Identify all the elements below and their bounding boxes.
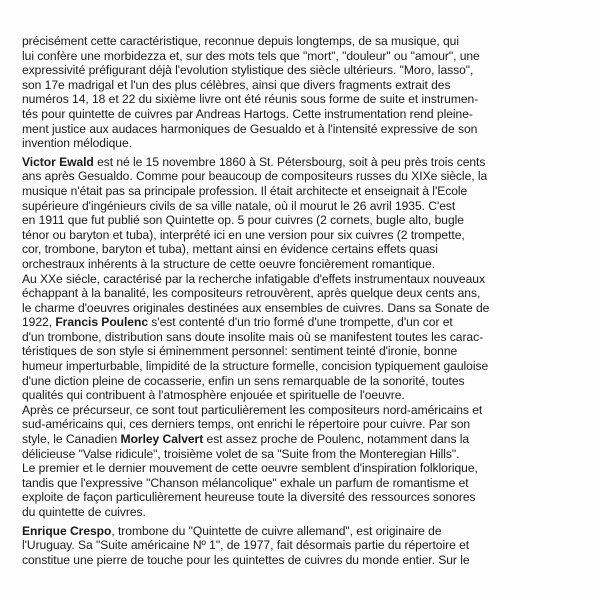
text-line [22,155,582,170]
text-line [22,359,582,374]
text-line [22,461,582,476]
text-run: qualités qui contribuent à l'atmosphère enjouée et spirituelle de l'oeuvre. [22,388,405,403]
text-run: , trombone du "Quintette de cuivre allemand", est originaire de [111,523,442,538]
text-line [22,538,582,553]
text-run: délicieuse "Valse ridicule", troisième volet de sa "Suite from the Monteregian Hills". [22,446,460,461]
text-run: son 17e madrigal et l'un des plus célèbres, ainsi que divers fragments extrait des [22,77,451,92]
text-line [22,344,582,359]
composer-name: Victor Ewald [22,154,94,169]
text-run: est assez proche de Poulenc, notamment dans la [203,432,470,447]
text-line [22,403,582,418]
text-run: d'un trombone, distribution sans doute insolite mais où se manifestent toutes les carac- [22,329,484,344]
text-run: du quintette de cuivres. [22,505,146,519]
text-run: l'Uruguay. Sa "Suite américaine Nº 1", de 1977, fait désormais partie du répertoire et [22,538,470,553]
text-run: lui confère une morbidezza et, sur des mots tels que "mort", "douleur" ou "amour", une [22,48,480,63]
text-line [22,447,582,462]
text-line [22,199,582,214]
text-line [22,315,582,330]
text-run: le charme d'oeuvres originales destinées aux ensembles de cuivres. Dans sa Sonate de [22,300,490,315]
text-line [22,432,582,447]
text-run: précisément cette caractéristique, reconnue depuis longtemps, de sa musique, qui [22,34,459,48]
text-run: Après ce précurseur, ce sont tout particulièrement les compositeurs nord-américains et [22,402,483,417]
text-run: supérieure d'ingénieurs civils de sa ville natale, où il mourut le 26 avril 1935. C'est [22,198,456,213]
text-run: orchestraux inhérents à la structure de cette oeuvre foncièrement romantique. [22,256,435,271]
composer-name: Morley Calvert [120,432,204,447]
text-line [22,34,582,49]
text-line [22,417,582,432]
text-run: musique n'était pas sa principale profession. Il était architecte et enseignait à l'Ecole [22,183,468,198]
text-run: téristiques de son style si éminemment personnel: sentiment teinté d'ironie, bonne [22,344,458,359]
text-run: tandis que l'expressive "Chanson mélancolique" exhale un parfum de romantisme et [22,475,469,490]
text-line [22,272,582,287]
text-line [22,107,582,122]
text-line [22,228,582,243]
text-run: tés pour quintette de cuivres par Andreas Hartogs. Cette instrumentation rend pleine- [22,106,473,121]
text-line [22,524,582,539]
text-run: est né le 15 novembre 1860 à St. Pétersbourg, soit à peu près trois cents [93,154,486,169]
text-run: s'est contenté d'un trio formé d'une trompette, d'un cor et [148,315,453,330]
text-line [22,49,582,64]
composer-name: Francis Poulenc [55,315,148,330]
text-run: Le premier et le dernier mouvement de cette oeuvre semblent d'inspiration folklorique, [22,461,478,476]
text-run: Au XXe siécle, caractérisé par la recherche infatigable d'effets instrumentaux nouveaux [22,271,485,286]
text-line [22,184,582,199]
text-run: 1922, [22,315,56,330]
text-line [22,169,582,184]
text-line [22,553,582,568]
text-line [22,388,582,403]
text-line [22,301,582,316]
text-line [22,213,582,228]
text-run: constitue une pierre de touche pour les quintettes de cuivres du monde entier. Sur le [22,552,470,567]
text-line [22,374,582,389]
text-line [22,122,582,137]
text-line [22,490,582,505]
text-run: exploite de façon particulièrement heureuse toute la diversité des ressources sonores [22,490,476,505]
text-run: cor, trombone, baryton et tuba), mettant ainsi en évidence certains effets quasi [22,242,438,257]
text-line [22,476,582,491]
text-run: d'une diction pleine de cocasserie, enfin un sens remarquable de la sonorité, toutes [22,373,465,388]
text-run: sud-américains qui, ces derniers temps, ont enrichi le répertoire pour cuivre. Par son [22,417,471,432]
text-line [22,286,582,301]
text-line [22,78,582,93]
text-run: expressivité préfigurant déjà l'evolution stylistique des siècle ultérieurs. "Moro, lasso", [22,63,474,78]
text-run: numéros 14, 18 et 22 du sixième livre ont été réunis sous forme de suite et instrumen- [22,92,479,107]
text-line [22,63,582,78]
text-run: invention mélodique. [22,136,132,151]
text-run: ans après Gesualdo. Comme pour beaucoup de compositeurs russes du XIXe siècle, la [22,169,488,184]
text-run: style, le Canadien [22,432,121,447]
text-run: échappant à la banalité, les compositeurs retrouvèrent, après quelque deux cents ans, [22,286,481,301]
text-run: humeur imperturbable, limpidité de la structure formelle, concision typiquement gauloise [22,359,489,374]
text-run: ment justice aux audaces harmoniques de Gesualdo et à l'intensité expressive de son [22,121,478,136]
text-run: en 1911 que fut publié son Quintette op. 5 pour cuivres (2 cornets, bugle alto, bugle [22,213,464,228]
text-line [22,330,582,345]
body-text [22,34,582,567]
text-line [22,92,582,107]
text-run: ténor ou baryton et tuba), interprété ici en une version pour six cuivres (2 trompette, [22,227,465,242]
text-line [22,505,582,520]
text-line [22,136,582,151]
text-line [22,242,582,257]
text-line [22,257,582,272]
composer-name: Enrique Crespo [22,523,112,538]
